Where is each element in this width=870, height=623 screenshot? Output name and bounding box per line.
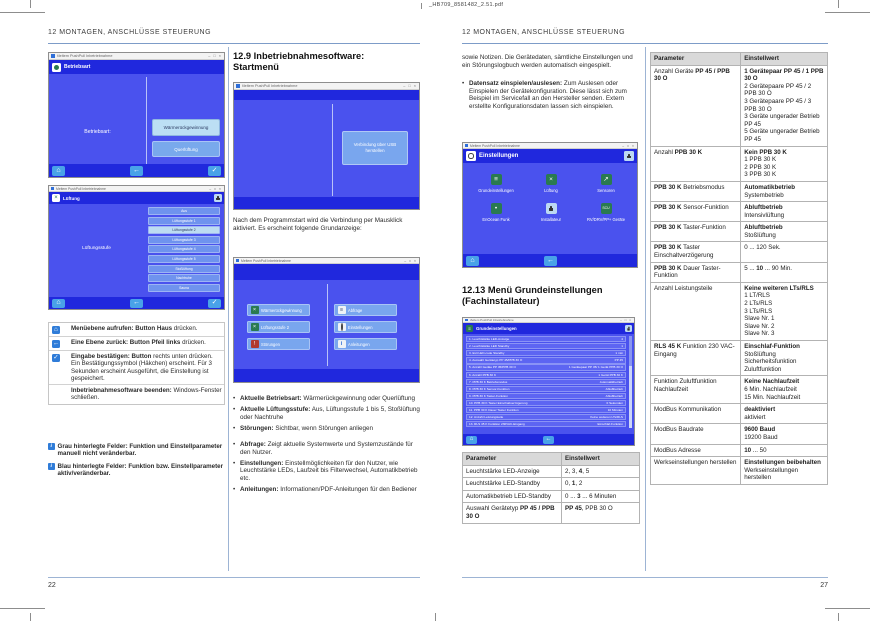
lock-button[interactable] xyxy=(214,194,222,202)
running-header: 12 MONTAGEN, ANSCHLÜSSE STEUERUNG xyxy=(48,29,212,36)
app-icon xyxy=(236,84,240,88)
pane-divider xyxy=(146,77,147,164)
check-icon: ✓ xyxy=(211,298,218,306)
home-icon: ⌂ xyxy=(56,166,61,174)
menu-label: Lüftung xyxy=(63,195,80,201)
app-icon xyxy=(51,54,55,58)
bullet-datensatz: • Datensatz einspielen/auslesen: Zum Auslesen oder Einspielen der Gerätekonfiguration. Diese lässt sich zum Beispiel im Servicefall an den Hersteller senden. Extern erstellte Konfigurationsdaten lassen sich einspielen. xyxy=(462,80,627,110)
section-title-12-13: 12.13 Menü Grundeinstellungen (Fachinstallateur) xyxy=(462,285,603,306)
table-row: PPB 30 K Betriebsmodus Automatikbetrieb Systembetrieb xyxy=(651,181,828,201)
anleitungen-button[interactable]: i Anleitungen xyxy=(334,338,397,350)
gear-icon xyxy=(338,323,346,331)
table-row: Leuchtstärke LED-Anzeige 2, 3, 4, 5 xyxy=(463,465,640,478)
window-title: Meltem PushPull Inbetriebnahme xyxy=(241,84,298,88)
einstellungen-button[interactable]: Einstellungen xyxy=(334,321,397,333)
document-icon: i xyxy=(338,340,346,348)
arrow-left-icon: ← xyxy=(52,340,60,347)
home-icon: ⌂ xyxy=(470,256,475,264)
para-programmstart: Nach dem Programmstart wird die Verbindung per Mausklick aktiviert. Es erscheint folgende Grundanzeige: xyxy=(233,217,403,232)
alert-icon: ! xyxy=(251,340,259,348)
window-einstellungen xyxy=(462,142,638,268)
settings-row[interactable]: 13. RLS 45 K Funktion 230VAC-Eingang Einschlaf-Funktion xyxy=(466,421,626,427)
button-help-table xyxy=(48,322,225,405)
home-button[interactable] xyxy=(466,436,477,444)
table-row: Auswahl Gerätetyp PP 45 / PPB 30 O PP 45, PPB 30 O xyxy=(463,503,640,523)
back-button[interactable] xyxy=(130,166,143,176)
bottom-band xyxy=(234,369,419,382)
list-item: • Einstellungen: Einstellmöglichkeiten für den Nutzer, wie Leuchtstärke LEDs, Laufzeit bis Filterwechsel, Automatikbetrieb etc. xyxy=(233,459,418,482)
home-icon: ⌂ xyxy=(56,298,61,306)
document-filename: _HB709_8581482_2.51.pdf xyxy=(429,2,504,8)
back-button[interactable] xyxy=(544,256,557,266)
page-left xyxy=(48,25,420,615)
list-item: • Anleitungen: Informationen/PDF-Anleitungen für den Bediener xyxy=(233,485,417,493)
stufe-button-4[interactable]: Lüftungsstufe 4 xyxy=(148,245,220,253)
list-item: • Störungen: Sichtbar, wenn Störungen anliegen xyxy=(233,424,374,432)
app-icon xyxy=(465,144,468,147)
feature-bullet-list xyxy=(233,395,420,497)
settings-row[interactable]: 11. PPB 30 K Dauer Taster Funktion 10 Minuten xyxy=(466,407,626,413)
crop-mark xyxy=(435,613,436,621)
menu-band xyxy=(49,60,224,74)
tile-rv-drv-pp-geraete[interactable]: SCU RV/DRV/PP+ Geräte xyxy=(579,203,633,222)
menu-band xyxy=(234,90,419,100)
home-button[interactable] xyxy=(52,299,65,308)
crop-mark xyxy=(30,613,31,621)
nav-bar xyxy=(463,434,634,445)
crop-mark xyxy=(30,0,31,8)
title-bar xyxy=(234,83,419,90)
table-header-row: Parameter Einstellwert xyxy=(651,53,828,66)
lock-icon xyxy=(627,156,630,159)
page-number: 27 xyxy=(820,582,828,589)
betriebsart-icon xyxy=(52,63,61,72)
table-row: ModBus Adresse 10 ... 50 xyxy=(651,444,828,457)
arrow-left-icon: ← xyxy=(133,298,140,306)
params-table-small xyxy=(462,452,640,524)
bottom-band xyxy=(234,197,419,209)
settings-row[interactable]: 9. PPB 30 K Taster-Funktion Abluftbetrieb xyxy=(466,393,626,399)
window-lueftungsstufe xyxy=(48,185,225,310)
home-button[interactable] xyxy=(466,256,479,266)
window-controls[interactable]: – □ × xyxy=(620,318,632,322)
scu-icon: SCU xyxy=(601,203,612,214)
footer-rule xyxy=(462,577,828,578)
arrow-left-icon: ← xyxy=(547,256,554,264)
crop-mark xyxy=(0,608,45,609)
table-row: PPB 30 K Taster-Funktion Abluftbetrieb Stoßlüftung xyxy=(651,222,828,242)
table-row: Leuchtstärke LED-Standby 0, 1, 2 xyxy=(463,478,640,491)
crop-mark xyxy=(825,608,870,609)
info-icon: i xyxy=(48,463,55,470)
list-icon: ≡ xyxy=(338,306,346,314)
settings-row[interactable]: 7. PPB 30 K Betriebsmodus Automatikbetrieb xyxy=(466,379,626,385)
lock-icon xyxy=(216,198,219,201)
settings-row[interactable]: 4. Auswahl Gerätetyp PP 45/PPB 30 O PP 45 xyxy=(466,357,626,363)
check-icon: ✓ xyxy=(211,166,218,174)
stufe-button-aus[interactable]: Aus xyxy=(148,207,220,215)
table-row: ModBus Baudrate 9600 Baud 19200 Baud xyxy=(651,424,828,444)
window-controls[interactable]: – □ × xyxy=(403,84,417,88)
nav-bar xyxy=(49,164,224,177)
settings-row[interactable]: 6. Anzahl PPB 30 K 1 Gerät PPB 30 K xyxy=(466,372,626,378)
header-rule xyxy=(48,43,420,44)
page-number: 22 xyxy=(48,582,56,589)
params-table-large xyxy=(650,52,828,485)
section-title-12-9: 12.9 Inbetriebnahmesoftware: Startmenü xyxy=(233,51,365,72)
settings-row[interactable]: 3. Exit LED-code Standby 1 min xyxy=(466,350,626,356)
table-row: ← Eine Ebene zurück: Button Pfeil links drücken. xyxy=(49,337,224,351)
confirm-button[interactable] xyxy=(208,166,221,176)
running-header: 12 MONTAGEN, ANSCHLÜSSE STEUERUNG xyxy=(462,29,626,36)
abfrage-button[interactable]: ≡ Abfrage xyxy=(334,304,397,316)
menu-band xyxy=(463,149,637,163)
table-row: Inbetriebnahmesoftware beenden: Windows-Fenster schließen. xyxy=(71,387,222,402)
crop-mark xyxy=(838,0,839,8)
column-divider xyxy=(645,47,646,571)
menu-label: Betriebsart xyxy=(64,64,91,70)
window-grundanzeige xyxy=(233,257,420,383)
list-item: • Aktuelle Betriebsart: Wärmerückgewinnung oder Querlüftung xyxy=(233,395,415,402)
table-row: PPB 30 K Taster Einschaltverzögerung 0 ... 120 Sek. xyxy=(651,242,828,262)
table-row: PPB 30 K Sensor-Funktion Abluftbetrieb Intensivlüftung xyxy=(651,202,828,222)
window-title: Meltem PushPull Inbetriebnahme xyxy=(470,143,520,148)
settings-row[interactable]: 5. Anzahl Geräte PP 45/PPB 30 O 1 Gerätepaar PP 45/ 1 Gerät PPB 30 O xyxy=(466,364,626,370)
lueftung-icon: × xyxy=(52,194,60,202)
lueftungsstufe-label: Lüftungsstufe xyxy=(82,246,111,251)
stossluftung-button[interactable]: Stoßlüftung xyxy=(148,265,220,273)
pane-divider xyxy=(327,284,328,366)
settings-row[interactable]: 2. Leuchtstärke LED Standby 1 xyxy=(466,343,626,349)
nav-bar xyxy=(463,254,637,267)
lock-button[interactable] xyxy=(624,151,634,161)
arrow-left-icon: ← xyxy=(133,166,140,174)
settings-row[interactable]: 1. Leuchtstärke LED-Anzeige 4 xyxy=(466,336,626,342)
back-button[interactable] xyxy=(130,299,143,308)
crop-mark xyxy=(838,613,839,621)
window-usb-connect xyxy=(233,82,420,210)
scrollbar[interactable] xyxy=(629,336,633,428)
footer-rule xyxy=(48,577,420,578)
page-right xyxy=(462,25,828,615)
note-blau: i Blau hinterlegte Felder: Funktion bzw. Einstellparameter aktiv/veränderbar. xyxy=(48,463,225,478)
lock-button[interactable] xyxy=(625,325,632,332)
tile-grundeinstellungen[interactable]: ≡ Grundeinstellungen xyxy=(478,176,514,193)
home-button[interactable] xyxy=(52,166,65,176)
table-row: Funktion Zuluftfunktion Nachlaufzeit Keine Nachlaufzeit 6 Min. Nachlaufzeit 15 Min. Nachlaufzeit xyxy=(651,376,828,404)
tile-lueftung[interactable]: × Lüftung xyxy=(544,176,558,193)
note-grau: i Grau hinterlegte Felder: Funktion und Einstellparameter manuell nicht veränderbar. xyxy=(48,443,225,458)
confirm-button[interactable] xyxy=(208,299,221,308)
table-row: Automatikbetrieb LED-Standby 0 ... 3 ... 6 Minuten xyxy=(463,490,640,503)
window-grundeinstellungen xyxy=(462,317,635,446)
waermerueckgewinnung-icon: × xyxy=(251,306,259,314)
home-icon: ⌂ xyxy=(52,326,60,334)
pane-divider xyxy=(332,104,333,196)
window-title: Meltem PushPull Inbetriebnahme xyxy=(56,186,106,191)
stufe-button-1[interactable]: Lüftungsstufe 1 xyxy=(148,217,220,225)
settings-row[interactable]: 8. PPB 30 K Sensor-Funktion Abluftbetrieb xyxy=(466,386,626,392)
waermerueckgewinnung-button[interactable]: Wärmerückgewinnung xyxy=(152,119,220,136)
tool-icon: ↗ xyxy=(601,174,612,185)
window-controls[interactable]: – □ × xyxy=(622,143,635,148)
back-button[interactable] xyxy=(543,436,554,444)
nachtruhe-button[interactable]: Nachtruhe xyxy=(148,274,220,282)
home-icon: ⌂ xyxy=(469,435,474,442)
list-item: • Aktuelle Lüftungsstufe: Aus, Lüftungsstufe 1 bis 5, Stoßlüftung oder Nachtruhe xyxy=(233,406,420,421)
betriebsart-label: Betriebsart: xyxy=(84,129,111,135)
app-icon xyxy=(51,187,54,190)
stufe-button-2-selected[interactable]: Lüftungsstufe 2 xyxy=(148,226,220,234)
window-betriebsart xyxy=(48,52,225,178)
sauna-button[interactable]: Sauna xyxy=(148,284,220,292)
stufe-button-3[interactable]: Lüftungsstufe 3 xyxy=(148,236,220,244)
window-title: Meltem PushPull Inbetriebnahme xyxy=(241,258,291,263)
fan-icon: × xyxy=(546,174,557,185)
window-controls[interactable]: – □ × xyxy=(208,54,222,58)
fan-icon: × xyxy=(251,323,259,331)
betriebsart-status-button[interactable]: × Wärmerückgewinnung xyxy=(247,304,310,316)
querlueftung-button[interactable]: Querlüftung xyxy=(152,141,220,157)
lueftungsstufe-status-button[interactable]: × Lüftungsstufe 2 xyxy=(247,321,310,333)
lock-icon xyxy=(627,328,630,330)
tile-enocean-funk[interactable]: • EnOcean Funk xyxy=(482,205,510,222)
arrow-left-icon: ← xyxy=(545,435,552,442)
table-row: Anzahl Leistungsteile Keine weiteren LTs/RLS 1 LT/RLS 2 LTs/RLS 3 LTs/RLS Slave Nr. 1 Slave Nr. 2 Slave Nr. 3 xyxy=(651,282,828,340)
window-title: Meltem PushPull Inbetriebnahme xyxy=(56,54,113,58)
list-item: • Abfrage: Zeigt aktuelle Systemwerte und Systemzustände für den Nutzer. xyxy=(233,441,413,456)
stufe-button-5[interactable]: Lüftungsstufe 5 xyxy=(148,255,220,263)
menu-label: Einstellungen xyxy=(479,153,519,159)
gear-icon xyxy=(466,151,476,161)
sliders-icon: ≡ xyxy=(466,325,473,332)
tile-sensoren[interactable]: ↗ Sensoren xyxy=(597,176,615,193)
tile-installateur[interactable]: Installateur xyxy=(524,203,578,222)
crop-mark xyxy=(825,12,870,13)
table-row: Werkseinstellungen herstellen Einstellungen beibehalten Werkseinstellungen herstellen xyxy=(651,457,828,485)
crop-mark xyxy=(0,12,45,13)
table-row: ✓ Eingabe bestätigen: Button rechts unten drücken. Ein Bestätigungssymbol (Häkchen) erscheint. Für 3 Sekunden erscheint Ausgeführt, die Einstellung ist gespeichert. xyxy=(49,351,224,385)
nav-bar xyxy=(49,297,224,309)
check-icon: ✓ xyxy=(53,354,59,361)
app-icon xyxy=(236,259,239,262)
table-header-row: Parameter Einstellwert xyxy=(463,453,640,466)
menu-band xyxy=(49,192,224,204)
radio-icon: • xyxy=(491,203,502,214)
table-row: Anzahl PPB 30 K Kein PPB 30 K 1 PPB 30 K 2 PPB 30 K 3 PPB 30 K xyxy=(651,146,828,181)
sliders-icon: ≡ xyxy=(491,174,502,185)
header-rule xyxy=(462,43,828,44)
menu-band xyxy=(463,323,634,334)
para-geraetedaten: sowie Notizen. Die Gerätedaten, sämtliche Einstellungen und ein Störungslogbuch werden automatisch eingespielt. xyxy=(462,54,633,69)
settings-row[interactable]: 12. Anzahl Leistungsteile Keine weiteren LTs/RLS xyxy=(466,414,626,420)
window-controls[interactable]: – □ × xyxy=(209,186,222,191)
window-controls[interactable]: – □ × xyxy=(404,258,417,263)
menu-band xyxy=(234,264,419,280)
table-row: Anzahl Geräte PP 45 / PPB 30 O 1 Gerätepaar PP 45 / 1 PPB 30 O 2 Gerätepaare PP 45 / 2 PPB 30 O 3 Gerätepaare PP 45 / 3 PPB 30 O 3 Geräte ungerader Betrieb PP 45 5 Geräte ungerader Betrieb PP 45 xyxy=(651,65,828,146)
title-bar xyxy=(49,53,224,60)
info-icon: i xyxy=(48,443,55,450)
table-row: ModBus Kommunikation deaktiviert aktiviert xyxy=(651,404,828,424)
menu-label: Grundeinstellungen xyxy=(476,326,517,331)
column-divider xyxy=(228,47,229,571)
crop-mark xyxy=(421,3,422,9)
window-title: Meltem PushPull Inbetriebnahme xyxy=(469,318,514,322)
settings-row[interactable]: 10. PPB 30 K Taster Einschaltverzögerung 0 Sekunden xyxy=(466,400,626,406)
table-row: RLS 45 K Funktion 230 VAC-Eingang Einschlaf-Funktion Stoßlüftung Sicherheitsfunktion Zuluftfunktion xyxy=(651,341,828,376)
stoerungen-button[interactable]: ! Störungen xyxy=(247,338,310,350)
table-row: ⌂ Menüebene aufrufen: Button Haus drücken. xyxy=(49,323,224,337)
table-row: PPB 30 K Dauer Taster-Funktion 5 ... 10 ... 90 Min. xyxy=(651,262,828,282)
lock-icon xyxy=(546,203,557,214)
app-icon xyxy=(465,319,468,322)
usb-connect-button[interactable]: Verbindung über USB herstellen xyxy=(342,131,408,165)
